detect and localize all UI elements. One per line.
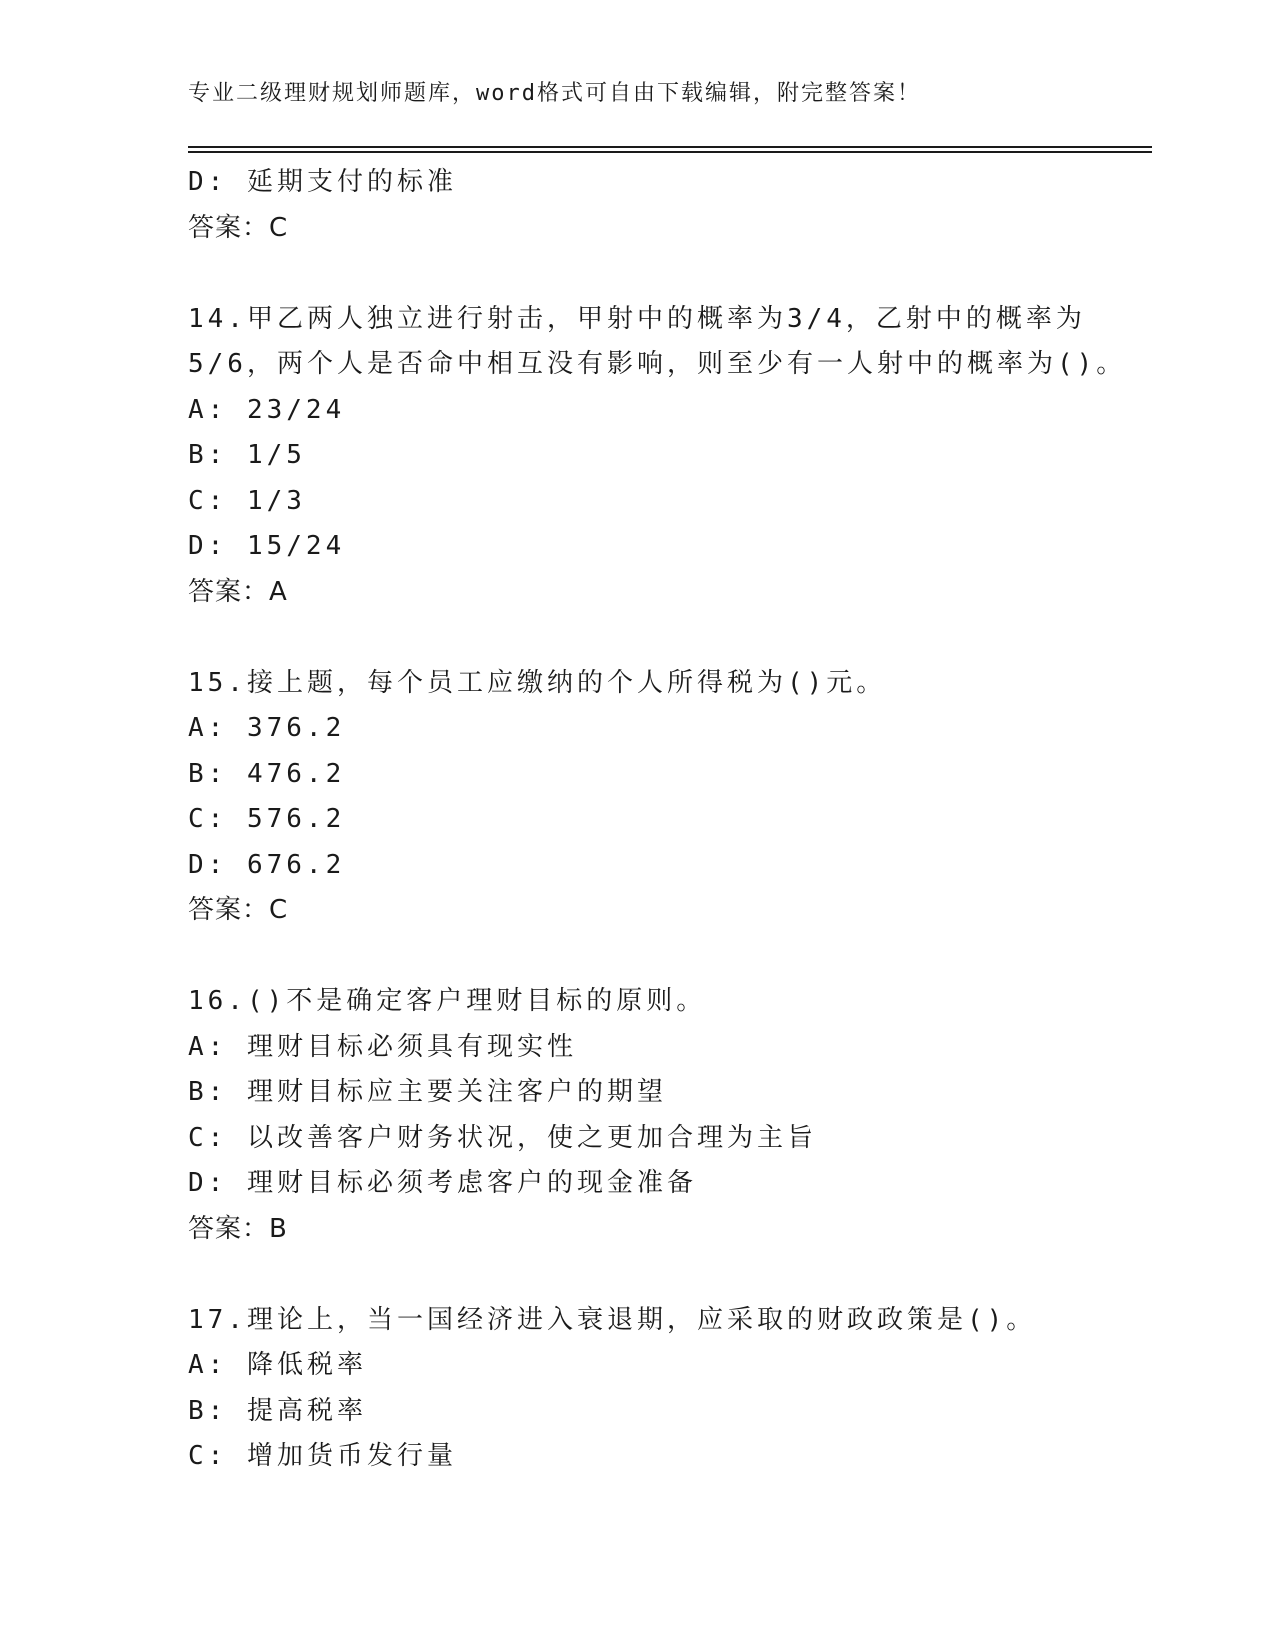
option-c: C: 增加货币发行量 — [188, 1441, 457, 1471]
option-a: A: 理财目标必须具有现实性 — [188, 1031, 577, 1062]
option-d: D: 理财目标必须考虑客户的现金准备 — [188, 1168, 697, 1198]
question-stem-line: 5/6，两个人是否命中相互没有影响，则至少有一人射中的概率为()。 — [188, 349, 1127, 379]
option-b: B: 理财目标应主要关注客户的期望 — [188, 1077, 667, 1107]
option-d: D: 延期支付的标准 — [188, 167, 457, 197]
option-c: C: 576.2 — [188, 804, 346, 834]
option-c: C: 1/3 — [188, 485, 306, 516]
option-d: D: 676.2 — [188, 849, 346, 880]
spacer — [188, 251, 1148, 297]
spacer — [188, 934, 1148, 980]
question-content — [188, 160, 1148, 1480]
option-b: B: 提高税率 — [188, 1395, 367, 1426]
question-16 — [188, 979, 1148, 1252]
answer-line: 答案：A — [188, 576, 288, 607]
answer-line: 答案：C — [188, 212, 289, 243]
question-17 — [188, 1298, 1148, 1480]
question-stem-line: 14.甲乙两人独立进行射击，甲射中的概率为3/4，乙射中的概率为 — [188, 303, 1086, 334]
question-stem-line: 15.接上题，每个员工应缴纳的个人所得税为()元。 — [188, 667, 887, 698]
question-stem-line: 17.理论上，当一国经济进入衰退期，应采取的财政政策是()。 — [188, 1304, 1037, 1335]
answer-line: 答案：C — [188, 895, 289, 925]
option-d: D: 15/24 — [188, 531, 346, 561]
spacer — [188, 1252, 1148, 1298]
question-15 — [188, 661, 1148, 934]
option-a: A: 降低税率 — [188, 1350, 367, 1380]
option-b: B: 476.2 — [188, 758, 346, 789]
header-rule-bottom — [188, 151, 1152, 153]
page-header: 专业二级理财规划师题库，word格式可自由下载编辑，附完整答案！ — [188, 81, 921, 106]
question-stem-line: 16.()不是确定客户理财目标的原则。 — [188, 986, 707, 1016]
previous-question-tail — [188, 160, 1148, 251]
header-rule-top — [188, 146, 1152, 148]
spacer — [188, 615, 1148, 661]
answer-line: 答案：B — [188, 1213, 288, 1244]
option-a: A: 376.2 — [188, 713, 346, 743]
option-a: A: 23/24 — [188, 394, 346, 425]
option-c: C: 以改善客户财务状况，使之更加合理为主旨 — [188, 1122, 817, 1153]
question-14 — [188, 297, 1148, 616]
option-b: B: 1/5 — [188, 440, 306, 470]
